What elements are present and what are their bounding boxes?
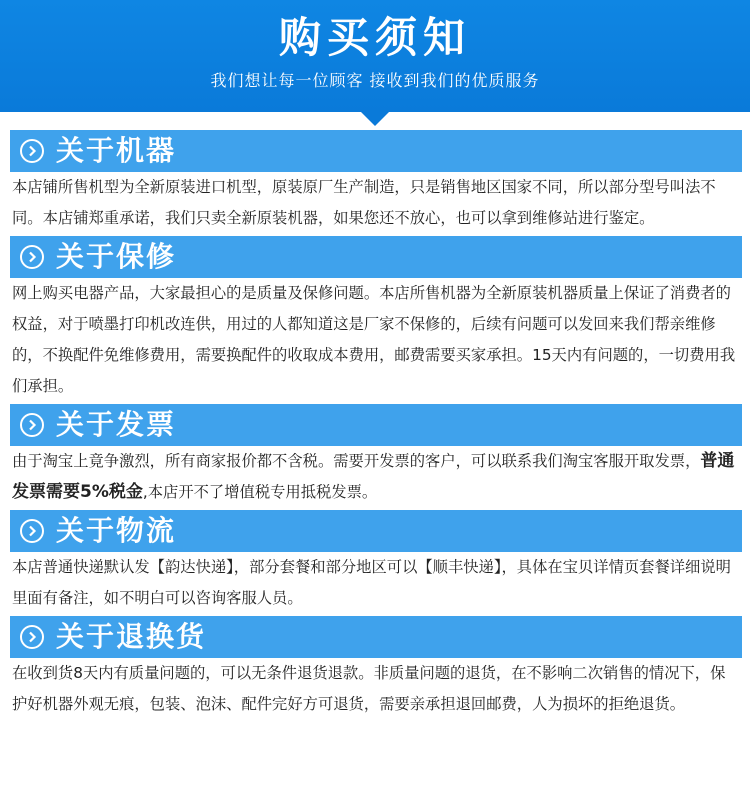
section-title: 关于机器 xyxy=(56,134,177,167)
section-title: 关于物流 xyxy=(56,514,177,547)
body-text: 由于淘宝上竟争激烈，所有商家报价都不含税。需要开发票的客户，可以联系我们淘宝客服开取发票， xyxy=(12,452,701,470)
chevron-right-circle-icon xyxy=(20,139,44,163)
chevron-right-circle-icon xyxy=(20,519,44,543)
chevron-right-circle-icon xyxy=(20,625,44,649)
section-body: 本店铺所售机型为全新原装进口机型，原装原厂生产制造，只是销售地区国家不同，所以部分型号叫法不同。本店铺郑重承诺，我们只卖全新原装机器，如果您还不放心，也可以拿到维修站进行鉴定。 xyxy=(12,178,716,227)
section-title: 关于发票 xyxy=(56,408,177,441)
section-header xyxy=(10,130,742,172)
section-header xyxy=(10,404,742,446)
chevron-right-circle-icon xyxy=(20,413,44,437)
section-invoice xyxy=(0,404,750,508)
header-banner xyxy=(0,0,750,112)
section-title: 关于保修 xyxy=(56,240,177,273)
tax-highlight: 普通发票需要5%税金 xyxy=(12,451,735,502)
body-text: ,本店开不了增值税专用抵税发票。 xyxy=(142,483,378,501)
section-header xyxy=(10,236,742,278)
banner-notch xyxy=(361,112,389,126)
section-machine xyxy=(0,130,750,234)
section-body: 本店普通快递默认发【韵达快递】，部分套餐和部分地区可以【顺丰快递】，具体在宝贝详情页套餐详细说明里面有备注，如不明白可以咨询客服人员。 xyxy=(12,558,731,607)
section-body: 在收到货8天内有质量问题的，可以无条件退货退款。非质量问题的退货，在不影响二次销售的情况下，保护好机器外观无痕，包装、泡沫、配件完好方可退货，需要亲承担退回邮费，人为损坏的拒绝退货。 xyxy=(12,664,726,713)
section-body xyxy=(12,446,740,508)
section-header xyxy=(10,616,742,658)
section-title: 关于退换货 xyxy=(56,620,207,653)
section-warranty xyxy=(0,236,750,402)
section-logistics xyxy=(0,510,750,614)
section-body: 网上购买电器产品，大家最担心的是质量及保修问题。本店所售机器为全新原装机器质量上保证了消费者的权益，对于喷墨打印机改连供，用过的人都知道这是厂家不保修的，后续有问题可以发回来我们帮亲维修的，不换配件免维修费用，需要换配件的收取成本费用，邮费需要买家承担。15天内有问题的，一切费用我们承担。 xyxy=(12,284,736,395)
section-returns xyxy=(0,616,750,720)
section-header xyxy=(10,510,742,552)
page-title: 购买须知 xyxy=(278,13,471,62)
page-subtitle: 我们想让每一位顾客 接收到我们的优质服务 xyxy=(210,71,540,90)
chevron-right-circle-icon xyxy=(20,245,44,269)
